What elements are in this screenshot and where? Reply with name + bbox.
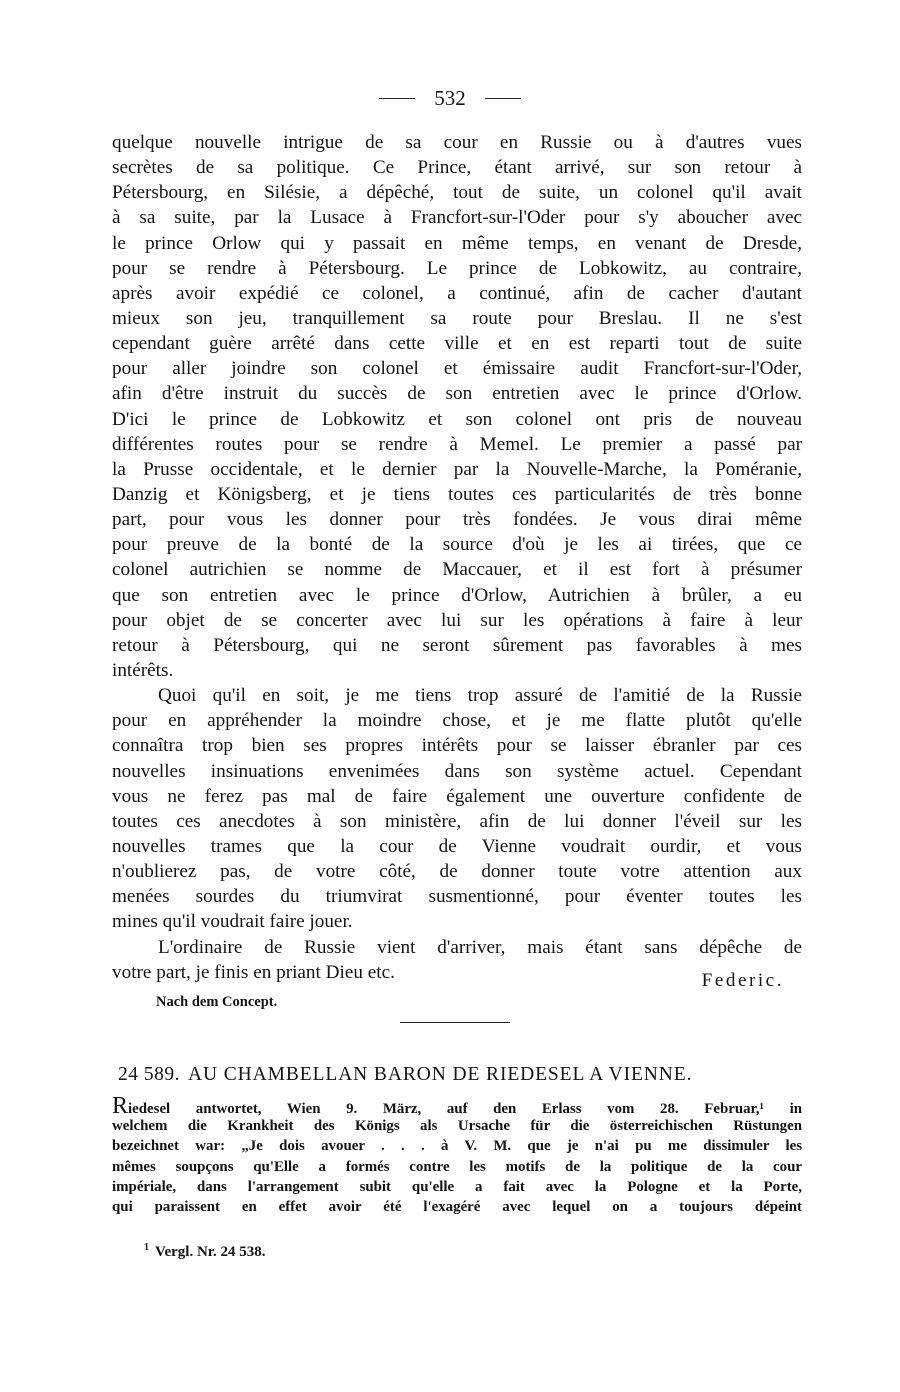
text-line: votre part, je finis en priant Dieu etc. (112, 961, 395, 983)
text-line: D'ici le prince de Lobkowitz et son colonel ont pris de nouveau (112, 408, 802, 430)
source-note: Nach dem Concept. (156, 994, 278, 1010)
paragraph-1 (112, 130, 802, 683)
footnote-marker: 1 (144, 1242, 149, 1253)
text-line: Quoi qu'il en soit, je me tiens trop assuré de l'amitié de la Russie (158, 685, 802, 707)
summary-line: impériale, dans l'arrangement subit qu'elle a fait avec la Pologne et la Porte, (112, 1178, 802, 1195)
letter-number: 24 589. (118, 1064, 180, 1085)
text-line: vous ne ferez pas mal de faire également une ouverture confidente de (112, 785, 802, 807)
text-line: mieux son jeu, tranquillement sa route pour Breslau. Il ne s'est (112, 307, 802, 329)
letter-heading (118, 1064, 802, 1086)
section-divider (400, 1022, 510, 1023)
text-line: la Prusse occidentale, et le dernier par la Nouvelle-Marche, la Poméranie, (112, 458, 802, 480)
text-line: pour se rendre à Pétersbourg. Le prince de Lobkowitz, au contraire, (112, 257, 802, 279)
header-rule-left (379, 98, 415, 99)
text-line: le prince Orlow qui y passait en même temps, en venant de Dresde, (112, 232, 802, 254)
text-line: à sa suite, par la Lusace à Francfort-sur-l'Oder pour s'y aboucher avec (112, 207, 802, 229)
page-header (0, 86, 900, 111)
text-line: Danzig et Königsberg, et je tiens toutes ces particularités de très bonne (112, 483, 802, 505)
text-line: pour en appréhender la moindre chose, et je me flatte plutôt qu'elle (112, 710, 802, 732)
text-line: colonel autrichien se nomme de Maccauer, et il est fort à présumer (112, 559, 802, 581)
text-line: connaîtra trop bien ses propres intérêts pour se laisser ébranler par ces (112, 735, 802, 757)
text-line: cependant guère arrêté dans cette ville et en est reparti tout de suite (112, 333, 802, 355)
text-line: quelque nouvelle intrigue de sa cour en Russie ou à d'autres vues (112, 132, 802, 153)
summary-initial: R (112, 1093, 129, 1119)
page-number: 532 (434, 86, 466, 110)
footnote-text: Vergl. Nr. 24 538. (155, 1244, 266, 1260)
text-line: différentes routes pour se rendre à Memel. Le premier a passé par (112, 433, 802, 455)
summary-line: bezeichnet war: „Je dois avouer . . . à V. M. que je n'ai pu me dissimuler les (112, 1138, 802, 1155)
text-line: nouvelles insinuations envenimées dans son système actuel. Cependant (112, 760, 802, 782)
text-line: L'ordinaire de Russie vient d'arriver, mais étant sans dépêche de (158, 936, 802, 958)
text-line: nouvelles trames que la cour de Vienne voudrait ourdir, et vous (112, 835, 802, 857)
text-line: que son entretien avec le prince d'Orlow, Autrichien à brûler, a eu (112, 584, 802, 606)
text-line: toutes ces anecdotes à son ministère, afin de lui donner l'éveil sur les (112, 810, 802, 832)
text-line: afin d'être instruit du succès de son entretien avec le prince d'Orlow. (112, 383, 802, 405)
summary-line: mêmes soupçons qu'Elle a formés contre les motifs de la politique de la cour (112, 1158, 802, 1175)
text-line: menées sourdes du triumvirat susmentionné, pour éventer toutes les (112, 886, 802, 908)
text-line: Pétersbourg, en Silésie, a dépêché, tout de suite, un colonel qu'il avait (112, 182, 802, 204)
text-line: pour objet de se concerter avec lui sur les opérations à faire à leur (112, 609, 802, 631)
summary-line (112, 1093, 802, 1119)
summary-block (112, 1093, 802, 1217)
text-line: retour à Pétersbourg, qui ne seront sûrement pas favorables à mes (112, 634, 802, 656)
text-line: n'oublierez pas, de votre côté, de donner toute votre attention aux (112, 861, 802, 883)
signature: Federic. (701, 970, 784, 991)
summary-line: qui paraissent en effet avoir été l'exagéré avec lequel on a toujours dépeint (112, 1198, 802, 1215)
letter-body (112, 130, 802, 985)
text-line: part, pour vous les donner pour très fondées. Je vous dirai même (112, 509, 802, 531)
text-line: secrètes de sa politique. Ce Prince, étant arrivé, sur son retour à (112, 157, 802, 179)
text-line: mines qu'il voudrait faire jouer. (112, 911, 353, 933)
paragraph-2 (112, 683, 802, 934)
header-rule-right (485, 98, 521, 99)
footnote (144, 1242, 266, 1261)
summary-line-text: iedesel antwortet, Wien 9. März, auf den Erlass vom 28. Februar,¹ in (128, 1101, 802, 1117)
text-line: pour preuve de la bonté de la source d'où je les ai tirées, que ce (112, 534, 802, 556)
summary-line: welchem die Krankheit des Königs als Ursache für die österreichischen Rüstungen (112, 1118, 802, 1135)
text-line: pour aller joindre son colonel et émissaire audit Francfort-sur-l'Oder, (112, 358, 802, 380)
letter-title: AU CHAMBELLAN BARON DE RIEDESEL A VIENNE. (188, 1064, 693, 1085)
text-line: intérêts. (112, 659, 174, 681)
text-line: après avoir expédié ce colonel, a continué, afin de cacher d'autant (112, 282, 802, 304)
